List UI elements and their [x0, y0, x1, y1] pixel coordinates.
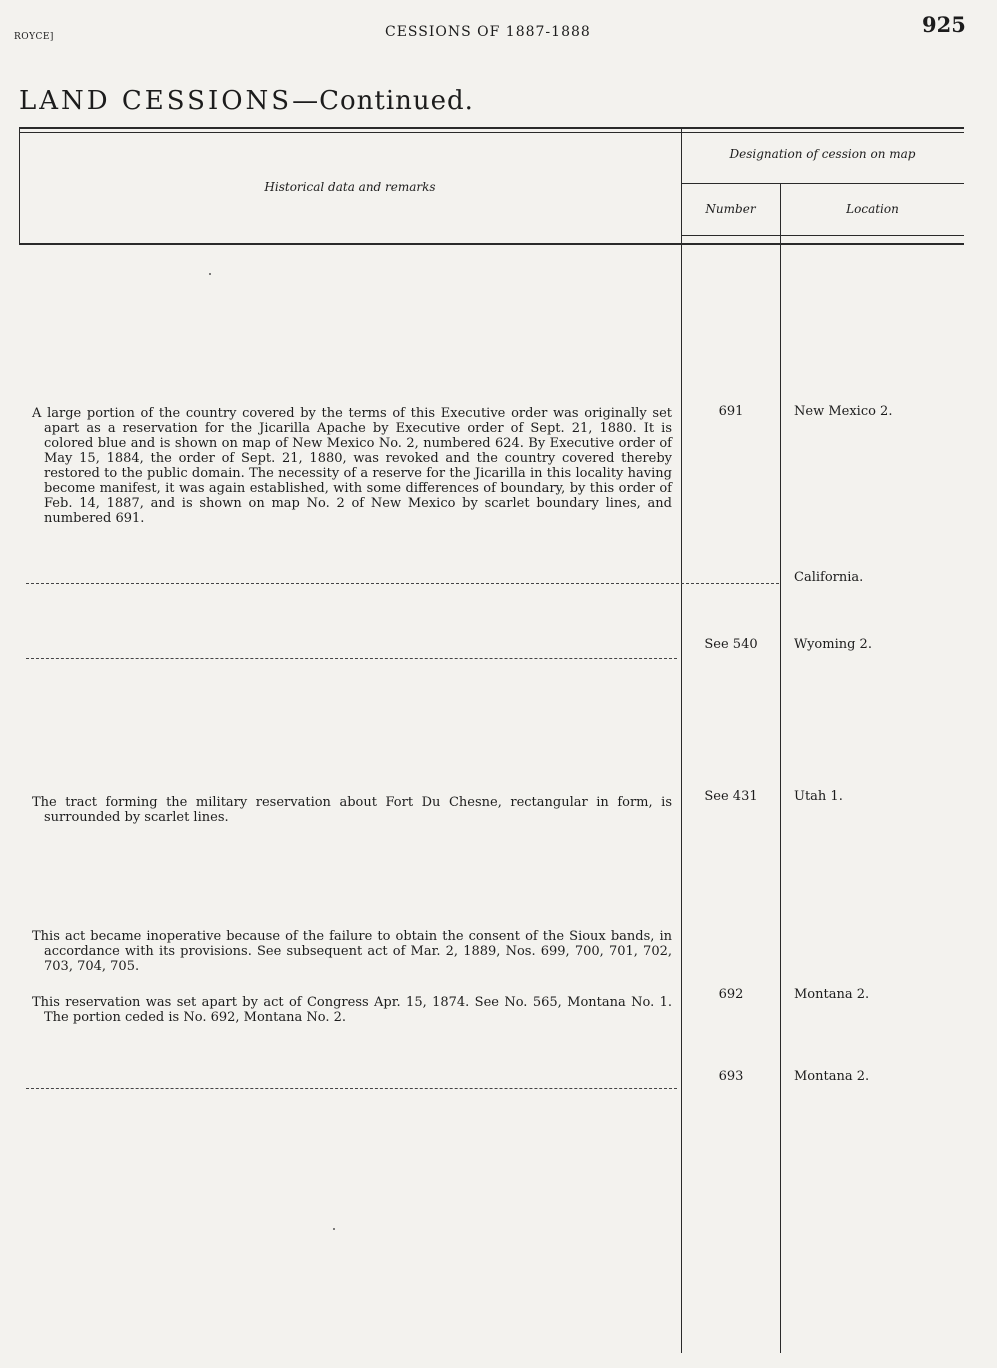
- page-title-caps: LAND CESSIONS: [19, 86, 293, 116]
- cession-number: 693: [718, 1069, 744, 1084]
- designation-subrule: [681, 183, 964, 184]
- table-top-rule-thin: [19, 132, 964, 133]
- cession-location: Utah 1.: [794, 789, 843, 804]
- print-speck: [209, 273, 211, 275]
- remark-fort-du-chesne: The tract forming the military reservation about Fort Du Chesne, rectangular in form, is surrounded by scarlet lines.: [32, 795, 672, 825]
- cession-number: 691: [718, 404, 744, 419]
- number-column-divider: [780, 183, 781, 1353]
- number-column-heading: Number: [705, 202, 756, 216]
- print-speck: [333, 1228, 335, 1230]
- cession-location: California.: [794, 570, 864, 585]
- row-separator: [26, 583, 779, 584]
- cession-number: 692: [718, 987, 744, 1002]
- page-number: 925: [922, 12, 966, 37]
- cession-number: See 431: [704, 789, 758, 804]
- cession-location: New Mexico 2.: [794, 404, 893, 419]
- column-header-subrule: [681, 235, 964, 236]
- remarks-column-heading: Historical data and remarks: [264, 180, 436, 194]
- table-top-rule: [19, 127, 964, 129]
- remark-jicarilla: A large portion of the country covered by the terms of this Executive order was originally set apart as a reservation for the Jicarilla Apache by Executive order of Sept. 21, 1880. It is colored blue and is shown on map of New Mexico No. 2, numbered 624. By Executive order of May 15, 1884, the order of Sept. 21, 1880, was revoked and the country covered thereby restored to the public domain. The necessity of a reserve for the Jicarilla in this locality having become manifest, it was again established, with some differences of boundary, by this order of Feb. 14, 1887, and is shown on map No. 2 of New Mexico by scarlet boundary lines, and numbered 691.: [32, 406, 672, 526]
- remarks-column-divider: [681, 128, 682, 1353]
- cession-location: Wyoming 2.: [794, 637, 872, 652]
- running-head-author: ROYCE]: [14, 32, 54, 42]
- page-title-suffix: —Continued.: [292, 86, 474, 116]
- cession-number: See 540: [704, 637, 758, 652]
- row-separator: [26, 658, 677, 659]
- cession-location: Montana 2.: [794, 987, 870, 1002]
- running-head-title: CESSIONS OF 1887-1888: [385, 24, 591, 40]
- remark-montana-reservation: This reservation was set apart by act of Congress Apr. 15, 1874. See No. 565, Montana No. 1. The portion ceded is No. 692, Montana No. 2.: [32, 995, 672, 1025]
- page-title: [19, 86, 474, 116]
- remark-sioux-act: This act became inoperative because of the failure to obtain the consent of the Sioux bands, in accordance with its provisions. See subsequent act of Mar. 2, 1889, Nos. 699, 700, 701, 702, 703, 704, 705.: [32, 929, 672, 974]
- designation-column-heading: Designation of cession on map: [729, 147, 916, 161]
- cession-location: Montana 2.: [794, 1069, 870, 1084]
- location-column-heading: Location: [846, 202, 899, 216]
- row-separator: [26, 1088, 677, 1089]
- header-bottom-rule: [19, 243, 964, 245]
